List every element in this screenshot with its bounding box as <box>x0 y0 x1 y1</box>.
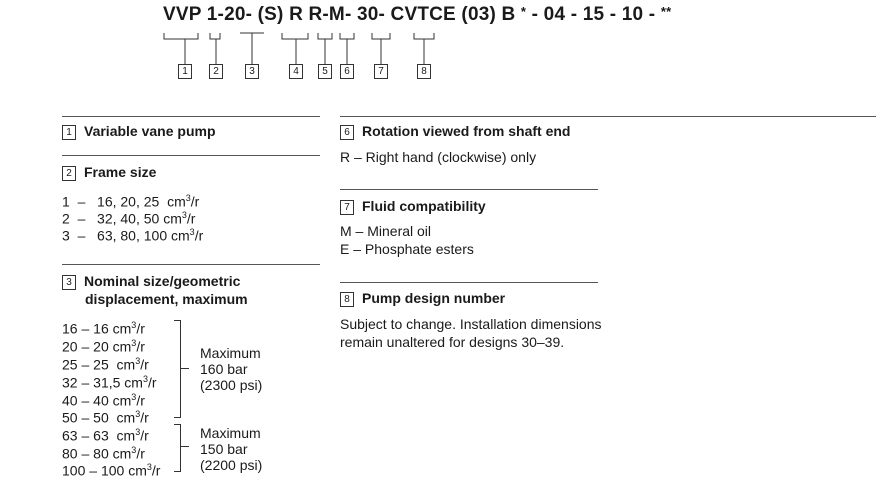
frame-row-2: 2 – 32, 40, 50 $cm^3/r$ <box>62 210 196 227</box>
pressure-group-2-l2: 150 bar <box>200 441 248 457</box>
rotation-text: R – Right hand (clockwise) only <box>340 149 537 165</box>
rule-s6 <box>340 189 598 190</box>
size-row-100: 100 – 100 $cm^3/r$ <box>62 462 161 479</box>
code-s: (S) <box>257 4 284 25</box>
position-number-4: 4 <box>289 64 303 79</box>
position-number-7: 7 <box>374 64 388 79</box>
code-series: VVP <box>163 4 202 25</box>
section-8-header: 8 Pump design number <box>340 290 505 307</box>
bracket-group-1-tick <box>181 368 189 369</box>
size-row-63: 63 – 63 $cm^3/r$ <box>62 427 149 444</box>
size-row-80: 80 – 80 $cm^3/r$ <box>62 445 145 462</box>
size-row-20: 20 – 20 $cm^3/r$ <box>62 338 145 355</box>
fluid-phosphate-esters: E – Phosphate esters <box>340 241 474 257</box>
position-number-1: 1 <box>178 64 192 79</box>
pressure-group-1-l3: (2300 psi) <box>200 377 263 393</box>
section-2-header: 2 Frame size <box>62 164 156 181</box>
model-code: VVP 1-20- (S) R R-M- 30- CVTCE (03) B * - 04 - 15 - 10 - ** <box>163 4 672 25</box>
position-number-6: 6 <box>340 64 354 79</box>
pressure-group-2-l3: (2200 psi) <box>200 457 263 473</box>
code-r2: R <box>308 4 323 25</box>
position-number-2: 2 <box>209 64 223 79</box>
code-r1: R <box>289 4 303 25</box>
pressure-group-1-l2: 160 bar <box>200 361 248 377</box>
size-row-16: 16 – 16 $cm^3/r$ <box>62 320 145 337</box>
rule-s1 <box>62 155 320 156</box>
bracket-group-2 <box>174 424 181 472</box>
fluid-mineral-oil: M – Mineral oil <box>340 223 432 239</box>
section-1-header: 1 Variable vane pump <box>62 123 216 140</box>
size-row-25: 25 – 25 $cm^3/r$ <box>62 356 149 373</box>
section-3-header: 3 Nominal size/geometric <box>62 273 240 290</box>
code-fluid: M <box>328 4 345 25</box>
rule-top-left <box>62 116 320 117</box>
section-3-header-line2: displacement, maximum <box>85 291 248 307</box>
code-size: 20 <box>224 4 246 25</box>
section-6-header: 6 Rotation viewed from shaft end <box>340 123 570 140</box>
design-number-text: Subject to change. Installation dimensions remain unaltered for designs 30–39. <box>340 316 602 350</box>
code-frame: 1 <box>206 4 218 25</box>
size-row-50: 50 – 50 $cm^3/r$ <box>62 409 149 426</box>
position-number-8: 8 <box>417 64 431 79</box>
frame-row-3: 3 – 63, 80, 100 $cm^3/r$ <box>62 227 204 244</box>
size-row-40: 40 – 40 $cm^3/r$ <box>62 392 145 409</box>
rule-s7 <box>340 282 598 283</box>
rule-s2 <box>62 264 320 265</box>
size-row-32: 32 – 31,5 $cm^3/r$ <box>62 374 157 391</box>
code-brackets <box>0 0 880 80</box>
position-number-5: 5 <box>318 64 332 79</box>
pressure-group-2-l1: Maximum <box>200 425 261 441</box>
pressure-group-1-l1: Maximum <box>200 345 261 361</box>
frame-row-1: 1 – 16, 20, 25 $cm^3/r$ <box>62 193 200 210</box>
code-b: B <box>501 4 516 25</box>
position-number-3: 3 <box>245 64 259 79</box>
bracket-group-1 <box>174 320 181 418</box>
code-control: CVTCE <box>390 4 456 25</box>
code-03: (03) <box>461 4 497 25</box>
rule-top-right <box>340 116 876 117</box>
bracket-group-2-tick <box>181 446 189 447</box>
section-7-header: 7 Fluid compatibility <box>340 198 486 215</box>
code-design: 30 <box>356 4 379 25</box>
